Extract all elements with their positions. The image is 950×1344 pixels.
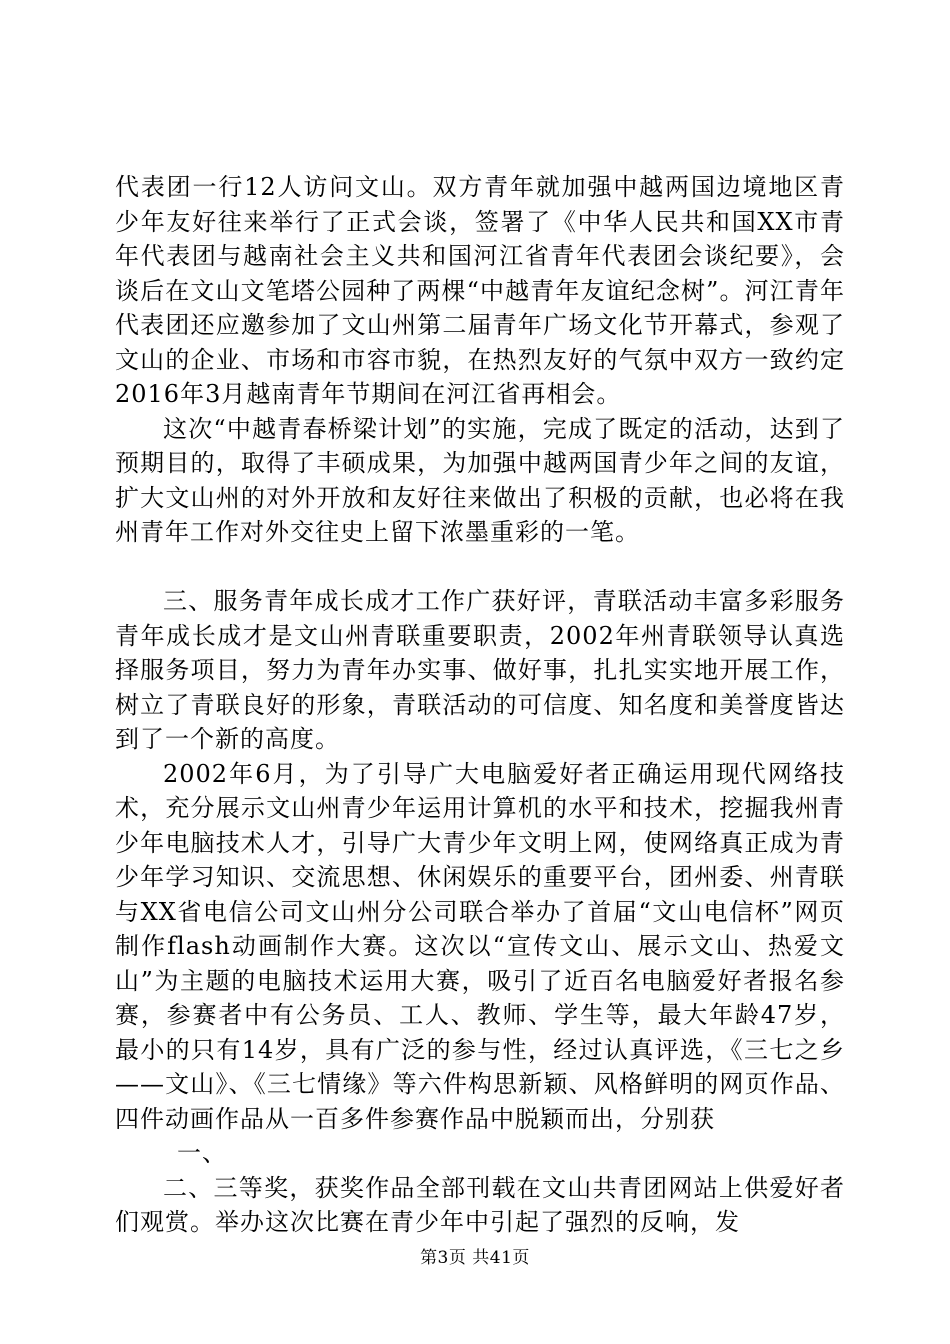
page-footer: 第3页 共41页 xyxy=(420,1248,530,1268)
paragraph-continuation: 代表团一行12人访问文山。双方青年就加强中越两国边境地区青少年友好往来举行了正式会谈，签署了《中华人民共和国XX市青年代表团与越南社会主义共和国河江省青年代表团会谈纪要》，会谈后在文山文笔塔公园种了两棵“中越青年友谊纪念树”。河江青年代表团还应邀参加了文山州第二届青年广场文化节开幕式，参观了文山的企业、市场和市容市貌，在热烈友好的气氛中双方一致约定2016年3月越南青年节期间在河江省再相会。 xyxy=(115,173,845,408)
paragraph-contest: 2002年6月，为了引导广大电脑爱好者正确运用现代网络技术，充分展示文山州青少年运用计算机的水平和技术，挖掘我州青少年电脑技术人才，引导广大青少年文明上网，使网络真正成为青少年学习知识、交流思想、休闲娱乐的重要平台，团州委、州青联与XX省电信公司文山州分公司联合举办了首届“文山电信杯”网页制作flash动画制作大赛。这次以“宣传文山、展示文山、热爱文山”为主题的电脑技术运用大赛，吸引了近百名电脑爱好者报名参赛，参赛者中有公务员、工人、教师、学生等，最大年龄47岁，最小的只有14岁，具有广泛的参与性，经过认真评选，《三七之乡——文山》、《三七情缘》等六件构思新颖、风格鲜明的网页作品、四件动画作品从一百多件参赛作品中脱颖而出，分别获 xyxy=(115,759,845,1133)
paragraph-section-three: 三、服务青年成长成才工作广获好评，青联活动丰富多彩服务青年成长成才是文山州青联重要职责，2002年州青联领导认真选择服务项目，努力为青年办实事、做好事，扎扎实实地开展工作，树立了青联良好的形象，青联活动的可信度、知名度和美誉度皆达到了一个新的高度。 xyxy=(115,587,845,753)
body-text xyxy=(115,170,845,1240)
paragraph-first-prize: 一、 xyxy=(177,1139,227,1167)
paragraph-prizes: 二、三等奖，获奖作品全部刊载在文山共青团网站上供爱好者们观赏。举办这次比赛在青少年中引起了强烈的反响，发 xyxy=(115,1173,845,1236)
paragraph-summary: 这次“中越青春桥梁计划”的实施，完成了既定的活动，达到了预期目的，取得了丰硕成果，为加强中越两国青少年之间的友谊，扩大文山州的对外开放和友好往来做出了积极的贡献，也必将在我州青年工作对外交往史上留下浓墨重彩的一笔。 xyxy=(115,414,845,546)
